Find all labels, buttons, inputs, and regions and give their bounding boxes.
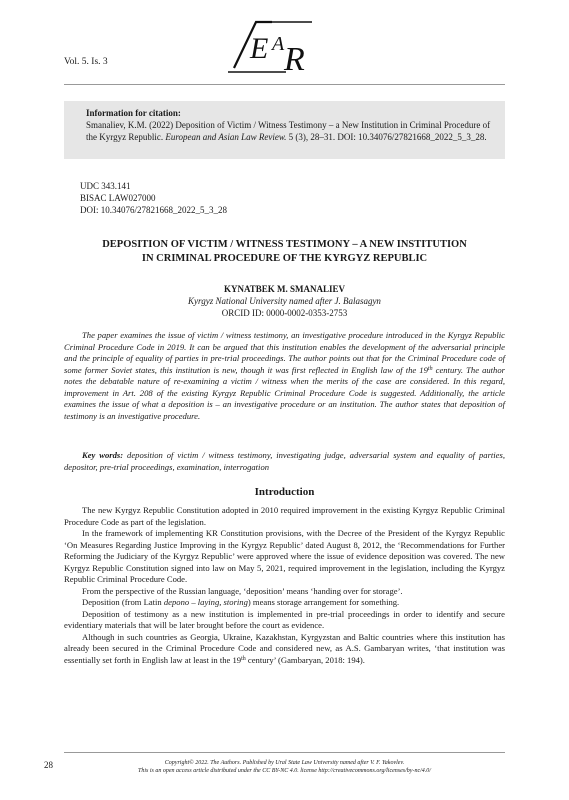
bisac-code: BISAC LAW027000: [80, 193, 156, 203]
paragraph: In the framework of implementing KR Constitution provisions, with the Decree of the President of the Kyrgyz Republic ‘On Measures Regarding Justice Improving in the Kyrgyz Republic’ dated August 8, 2012, the ‘Recommendations for Further Reforming the Judiciary of the Kyrgyz Republic’ were approved where the issue of evidence deposition was covered. The new Kyrgyz Republic Constitution signed into law on May 5, 2021, required improvement in the legislation, including the Kyrgyz Republic Criminal Procedure Code.: [64, 528, 505, 584]
author-block: [64, 283, 505, 319]
paragraph: The new Kyrgyz Republic Constitution adopted in 2010 required improvement in the existing Kyrgyz Republic Criminal Procedure Code as part of the legislation.: [64, 505, 505, 527]
udc-code: UDC 343.141: [80, 181, 131, 191]
paragraph: Deposition of testimony as a new institution is implemented in pre-trial proceedings in order to identify and secure evidentiary materials that will be later brought before the court as evidence.: [64, 608, 505, 630]
doi: DOI: 10.34076/27821668_2022_5_3_28: [80, 205, 227, 215]
keywords: Key words: deposition of victim / witness testimony, investigating judge, adversarial system and equality of parties, depositor, pre-trial proceedings, examination, interrogation: [64, 450, 505, 472]
paragraph: Deposition (from Latin depono – laying, storing) means storage arrangement for something.: [82, 597, 400, 607]
page-number: 28: [44, 760, 53, 770]
article-title: DEPOSITION OF VICTIM / WITNESS TESTIMONY – A NEW INSTITUTION IN CRIMINAL PROCEDURE OF THE KYRGYZ REPUBLIC: [102, 239, 467, 264]
introduction-body: [64, 505, 505, 666]
footer-rule: [64, 752, 505, 753]
svg-text:R: R: [284, 41, 305, 76]
svg-text:A: A: [272, 33, 285, 55]
header-rule: [64, 84, 505, 85]
citation-heading: Information for citation:: [86, 108, 181, 118]
section-heading-introduction: Introduction: [254, 486, 315, 498]
citation-box: [64, 101, 505, 159]
journal-logo: [226, 18, 318, 76]
author-affiliation: Kyrgyz National University named after J. Balasagyn: [188, 296, 381, 306]
author-name: KYNATBEK M. SMANALIEV: [223, 284, 346, 294]
keywords-label: Key words:: [82, 450, 124, 460]
svg-text:E: E: [250, 32, 269, 65]
citation-text: Smanaliev, K.M. (2022) Deposition of Victim / Witness Testimony – a New Institution in Criminal Procedure of the Kyrgyz Republic. European and Asian Law Review. 5 (3), 28–31. DOI: 10.34076/27821668_2022_5_3_28.: [86, 120, 491, 142]
abstract: The paper examines the issue of victim / witness testimony, an investigative procedure introduced in the Kyrgyz Republic Criminal Procedure Code in 2019. It can be argued that this institution enables the development of the adversarial principle and the principle of equality of parties in pre-trial proceedings. The author points out that for the Criminal Procedure code of some former Soviet states, this institution is new, though it was first reflected in English law of the 19th century. The author notes the debatable nature of re-examining a victim / witness when the merits of the case are considered. In this regard, improvement in Art. 208 of the existing Kyrgyz Republic Criminal Procedure Code is suggested. Additionally, the article examines the issue of what a deposition is – an investigative procedure or an institution. The author states that deposition of testimony is an investigative procedure.: [64, 330, 505, 421]
paragraph: Although in such countries as Georgia, Ukraine, Kazakhstan, Kyrgyzstan and Baltic countries where this institution has already been secured in the Criminal Procedure Code and considered new, as A.S. Gambaryan writes, ‘that institution was essentially set forth in English law at least in the 19th century’ (Gambaryan, 2018: 194).: [64, 631, 505, 665]
volume-label: Vol. 5. Is. 3: [64, 57, 108, 67]
article-identifiers: [80, 180, 227, 216]
paragraph: From the perspective of the Russian language, ‘deposition’ means ‘handing over for storage’.: [82, 585, 403, 596]
copyright-footer: Copyright© 2022. The Authors. Published by Ural State Law University named after V. F. Yakovlev. This is an open access article distributed under the CC BY-NC 4.0. license http://creativecommons.org/licenses/by-nc/4.0/: [138, 760, 431, 774]
author-orcid: ORCID ID: 0000-0002-0353-2753: [221, 308, 348, 318]
